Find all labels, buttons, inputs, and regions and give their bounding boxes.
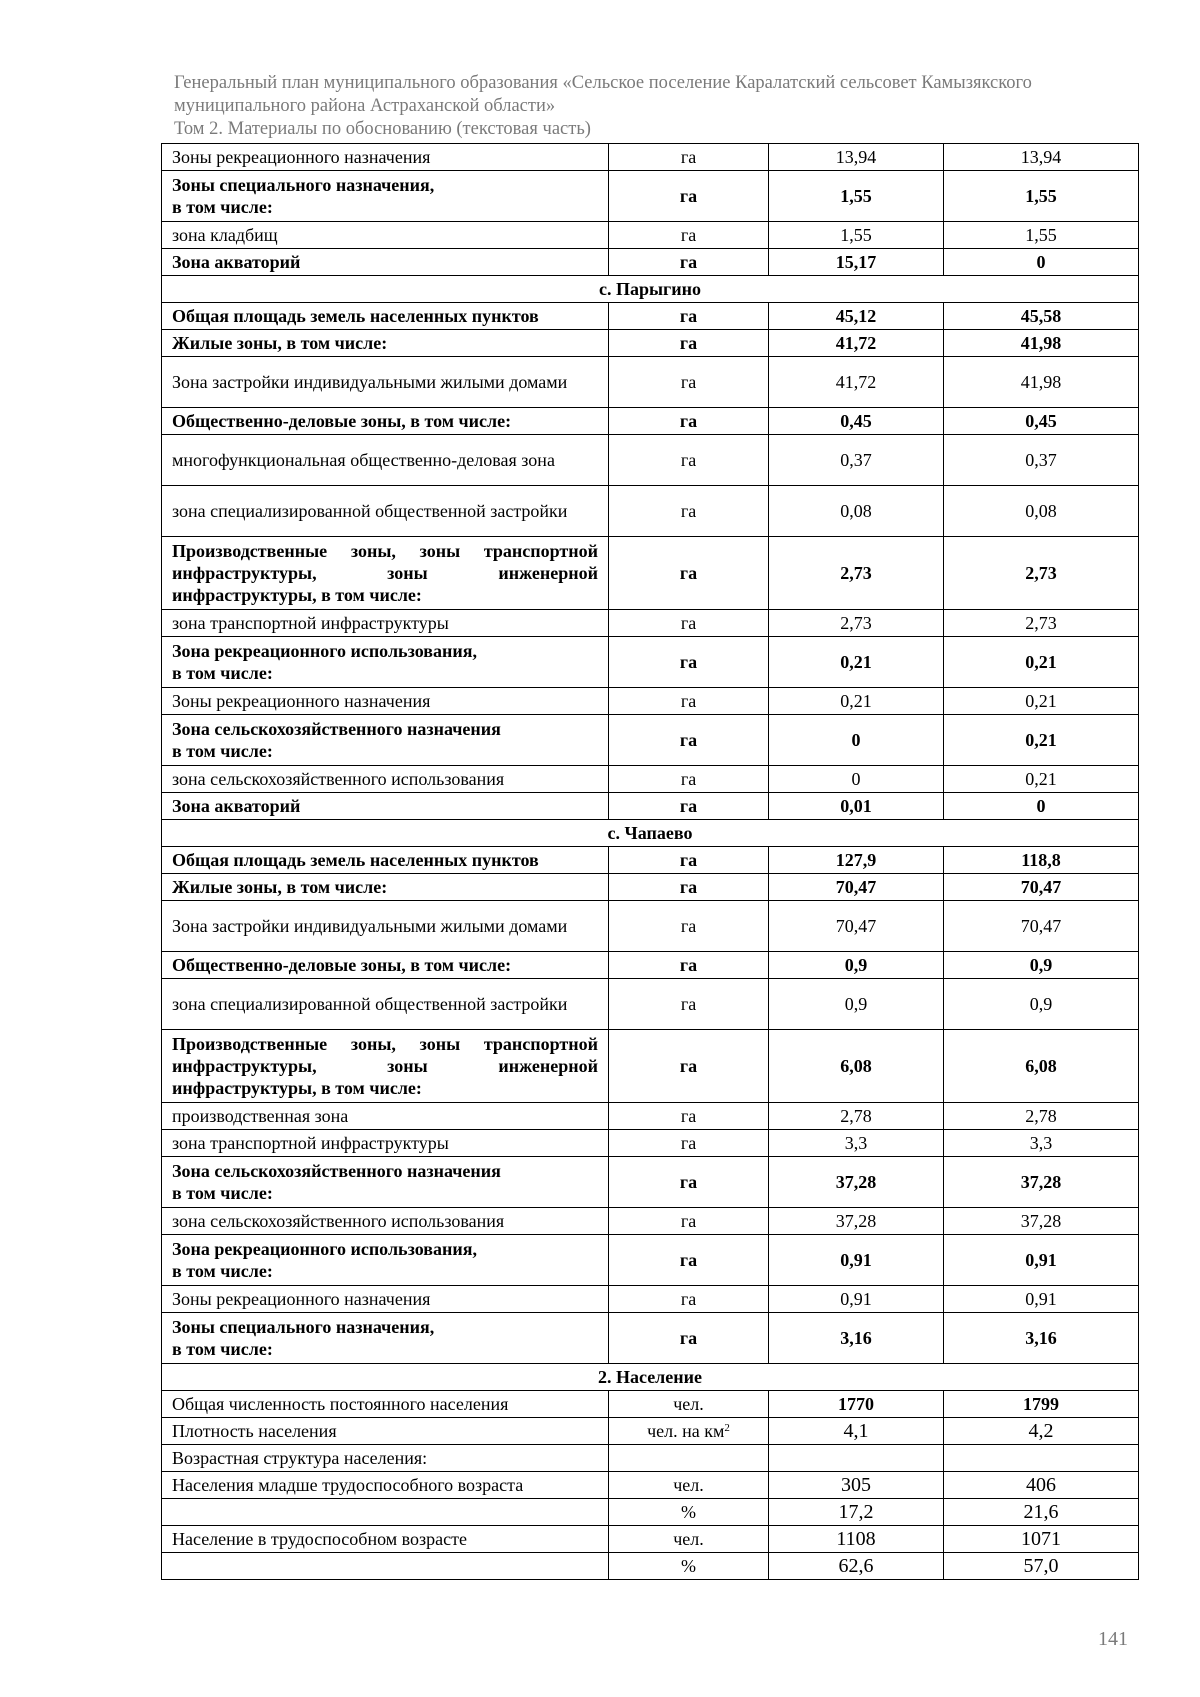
row-name: Зона застройки индивидуальными жилыми домами — [162, 901, 609, 952]
row-value-1: 1,55 — [769, 222, 944, 249]
row-value-1: 0,9 — [769, 979, 944, 1030]
row-value-1: 2,73 — [769, 610, 944, 637]
table-row — [162, 357, 1139, 408]
row-value-1: 41,72 — [769, 330, 944, 357]
row-name: зона сельскохозяйственного использования — [162, 1208, 609, 1235]
table-row — [162, 793, 1139, 820]
row-name-line: Зоны специального назначения, — [172, 1317, 435, 1337]
row-name: Жилые зоны, в том числе: — [162, 874, 609, 901]
row-name-line: Зона рекреационного использования, — [172, 1239, 477, 1259]
row-name-line: Зоны специального назначения, — [172, 175, 435, 195]
row-value-1: 3,16 — [769, 1313, 944, 1364]
row-value-2: 41,98 — [944, 330, 1139, 357]
row-value-1: 4,1 — [769, 1418, 944, 1445]
row-unit: % — [609, 1499, 769, 1526]
table-row — [162, 303, 1139, 330]
row-name-line: в том числе: — [172, 1339, 273, 1359]
row-value-1 — [769, 1445, 944, 1472]
table-row — [162, 688, 1139, 715]
row-value-1: 13,94 — [769, 144, 944, 171]
row-unit: га — [609, 1313, 769, 1364]
section-row — [162, 276, 1139, 303]
row-value-1: 0,37 — [769, 435, 944, 486]
row-value-2: 2,73 — [944, 537, 1139, 610]
table-row — [162, 1499, 1139, 1526]
row-name: Население в трудоспособном возрасте — [162, 1526, 609, 1553]
row-name: Зона акваторий — [162, 793, 609, 820]
row-name — [162, 171, 609, 222]
row-value-1: 1108 — [769, 1526, 944, 1553]
row-name-line: в том числе: — [172, 1261, 273, 1281]
row-value-1: 1770 — [769, 1391, 944, 1418]
row-unit: га — [609, 715, 769, 766]
table-row — [162, 1526, 1139, 1553]
row-name-line: Зона сельскохозяйственного назначения — [172, 1161, 501, 1181]
table-row — [162, 1472, 1139, 1499]
row-unit: га — [609, 408, 769, 435]
row-value-1: 0,91 — [769, 1286, 944, 1313]
header-line-2: муниципального района Астраханской области» — [174, 96, 556, 116]
row-unit: га — [609, 357, 769, 408]
row-value-2: 1,55 — [944, 222, 1139, 249]
table-row — [162, 222, 1139, 249]
row-value-1: 17,2 — [769, 1499, 944, 1526]
row-name: Плотность населения — [162, 1418, 609, 1445]
table-row — [162, 1030, 1139, 1103]
row-value-2 — [944, 1445, 1139, 1472]
row-value-2: 4,2 — [944, 1418, 1139, 1445]
running-header — [174, 72, 1134, 141]
row-value-2: 0,21 — [944, 715, 1139, 766]
row-unit: га — [609, 793, 769, 820]
row-name-line: в том числе: — [172, 663, 273, 683]
row-value-2: 1799 — [944, 1391, 1139, 1418]
row-value-2: 0 — [944, 249, 1139, 276]
row-name: Общая площадь земель населенных пунктов — [162, 847, 609, 874]
row-name: зона специализированной общественной застройки — [162, 979, 609, 1030]
header-line-3: Том 2. Материалы по обоснованию (текстовая часть) — [174, 119, 591, 139]
unit-superscript: 2 — [724, 1422, 730, 1434]
row-unit: га — [609, 1208, 769, 1235]
row-value-2: 0,45 — [944, 408, 1139, 435]
row-name: Зоны рекреационного назначения — [162, 1286, 609, 1313]
row-unit: га — [609, 1286, 769, 1313]
table-row — [162, 408, 1139, 435]
unit-text: чел. на км — [647, 1421, 725, 1441]
row-unit: га — [609, 952, 769, 979]
row-value-2: 118,8 — [944, 847, 1139, 874]
row-value-2: 37,28 — [944, 1208, 1139, 1235]
row-name — [162, 1235, 609, 1286]
row-unit: га — [609, 874, 769, 901]
row-name: Производственные зоны, зоны транспортной инфраструктуры, зоны инженерной инфраструктуры, в том числе: — [162, 537, 609, 610]
row-name: Общая численность постоянного населения — [162, 1391, 609, 1418]
table-row — [162, 1286, 1139, 1313]
row-name — [162, 1499, 609, 1526]
row-value-2: 0,08 — [944, 486, 1139, 537]
table-row — [162, 1130, 1139, 1157]
row-value-1: 3,3 — [769, 1130, 944, 1157]
section-title: с. Парыгино — [162, 276, 1139, 303]
row-value-2: 0,91 — [944, 1286, 1139, 1313]
section-title: с. Чапаево — [162, 820, 1139, 847]
row-unit: га — [609, 766, 769, 793]
row-name: многофункциональная общественно-деловая зона — [162, 435, 609, 486]
row-value-2: 406 — [944, 1472, 1139, 1499]
table-row — [162, 249, 1139, 276]
row-name — [162, 1313, 609, 1364]
row-value-1: 0 — [769, 766, 944, 793]
row-value-1: 70,47 — [769, 874, 944, 901]
row-value-1: 6,08 — [769, 1030, 944, 1103]
row-value-1: 0,08 — [769, 486, 944, 537]
row-unit: га — [609, 537, 769, 610]
row-unit: га — [609, 1130, 769, 1157]
row-unit: га — [609, 901, 769, 952]
row-name: зона транспортной инфраструктуры — [162, 1130, 609, 1157]
row-name-line: Зона рекреационного использования, — [172, 641, 477, 661]
row-name — [162, 1157, 609, 1208]
header-line-1: Генеральный план муниципального образования «Сельское поселение Каралатский сельсовет Камызякского — [174, 73, 1032, 93]
row-name: Зоны рекреационного назначения — [162, 144, 609, 171]
table-row — [162, 537, 1139, 610]
row-value-2: 6,08 — [944, 1030, 1139, 1103]
row-unit — [609, 1418, 769, 1445]
row-name: зона кладбищ — [162, 222, 609, 249]
row-value-1: 0,45 — [769, 408, 944, 435]
table-row — [162, 847, 1139, 874]
row-value-1: 0,21 — [769, 688, 944, 715]
table-row — [162, 1445, 1139, 1472]
table-row — [162, 610, 1139, 637]
row-value-2: 0,37 — [944, 435, 1139, 486]
table-row — [162, 1313, 1139, 1364]
row-name — [162, 637, 609, 688]
row-value-2: 3,3 — [944, 1130, 1139, 1157]
row-value-1: 127,9 — [769, 847, 944, 874]
row-name: Зоны рекреационного назначения — [162, 688, 609, 715]
row-value-1: 0 — [769, 715, 944, 766]
row-value-1: 1,55 — [769, 171, 944, 222]
row-value-2: 0,21 — [944, 637, 1139, 688]
row-value-1: 0,9 — [769, 952, 944, 979]
row-value-1: 15,17 — [769, 249, 944, 276]
row-unit: га — [609, 435, 769, 486]
row-value-2: 37,28 — [944, 1157, 1139, 1208]
row-value-1: 45,12 — [769, 303, 944, 330]
row-value-1: 0,21 — [769, 637, 944, 688]
row-name: Общественно-деловые зоны, в том числе: — [162, 952, 609, 979]
table-row — [162, 171, 1139, 222]
table-row — [162, 1553, 1139, 1580]
row-name: Зона акваторий — [162, 249, 609, 276]
row-value-2: 21,6 — [944, 1499, 1139, 1526]
row-name-line: в том числе: — [172, 1183, 273, 1203]
row-value-2: 13,94 — [944, 144, 1139, 171]
row-unit: га — [609, 303, 769, 330]
row-value-1: 41,72 — [769, 357, 944, 408]
row-value-2: 1,55 — [944, 171, 1139, 222]
table-row — [162, 1235, 1139, 1286]
row-name — [162, 715, 609, 766]
section-title: 2. Население — [162, 1364, 1139, 1391]
row-value-2: 70,47 — [944, 874, 1139, 901]
row-unit: га — [609, 171, 769, 222]
table-row — [162, 901, 1139, 952]
row-unit: га — [609, 637, 769, 688]
row-unit: га — [609, 688, 769, 715]
row-name: производственная зона — [162, 1103, 609, 1130]
section-row — [162, 820, 1139, 847]
table-row — [162, 979, 1139, 1030]
table-row — [162, 1418, 1139, 1445]
row-name: Возрастная структура населения: — [162, 1445, 609, 1472]
row-name: зона транспортной инфраструктуры — [162, 610, 609, 637]
row-unit: га — [609, 1030, 769, 1103]
row-value-1: 305 — [769, 1472, 944, 1499]
row-name — [162, 1553, 609, 1580]
row-name: Жилые зоны, в том числе: — [162, 330, 609, 357]
row-name: Общественно-деловые зоны, в том числе: — [162, 408, 609, 435]
table-row — [162, 874, 1139, 901]
row-value-2: 0,9 — [944, 952, 1139, 979]
zones-table — [161, 143, 1139, 1580]
row-value-2: 70,47 — [944, 901, 1139, 952]
row-value-2: 0,9 — [944, 979, 1139, 1030]
row-name-line: в том числе: — [172, 741, 273, 761]
row-value-2: 57,0 — [944, 1553, 1139, 1580]
row-value-1: 2,73 — [769, 537, 944, 610]
row-unit: га — [609, 1157, 769, 1208]
row-unit: га — [609, 330, 769, 357]
table-row — [162, 1208, 1139, 1235]
row-value-1: 70,47 — [769, 901, 944, 952]
row-unit: га — [609, 486, 769, 537]
row-unit: га — [609, 1235, 769, 1286]
row-name-line: Зона сельскохозяйственного назначения — [172, 719, 501, 739]
row-value-1: 37,28 — [769, 1208, 944, 1235]
row-unit: чел. — [609, 1472, 769, 1499]
row-unit: га — [609, 1103, 769, 1130]
row-unit: га — [609, 249, 769, 276]
table-row — [162, 1103, 1139, 1130]
table-row — [162, 1157, 1139, 1208]
row-value-2: 0,91 — [944, 1235, 1139, 1286]
row-value-1: 37,28 — [769, 1157, 944, 1208]
table-row — [162, 1391, 1139, 1418]
row-value-1: 0,91 — [769, 1235, 944, 1286]
row-name: зона специализированной общественной застройки — [162, 486, 609, 537]
row-value-2: 2,73 — [944, 610, 1139, 637]
row-unit: га — [609, 847, 769, 874]
page-number: 141 — [1098, 1628, 1128, 1650]
row-unit: чел. — [609, 1526, 769, 1553]
table-row — [162, 715, 1139, 766]
row-value-2: 45,58 — [944, 303, 1139, 330]
row-name: Общая площадь земель населенных пунктов — [162, 303, 609, 330]
row-unit — [609, 1445, 769, 1472]
table-row — [162, 435, 1139, 486]
row-unit: га — [609, 222, 769, 249]
row-value-2: 0,21 — [944, 688, 1139, 715]
table-row — [162, 766, 1139, 793]
section-row — [162, 1364, 1139, 1391]
row-unit: га — [609, 979, 769, 1030]
row-value-2: 41,98 — [944, 357, 1139, 408]
row-name-line: в том числе: — [172, 197, 273, 217]
row-value-2: 2,78 — [944, 1103, 1139, 1130]
row-value-1: 0,01 — [769, 793, 944, 820]
row-unit: га — [609, 144, 769, 171]
row-name: Населения младше трудоспособного возраста — [162, 1472, 609, 1499]
table-row — [162, 952, 1139, 979]
row-name: зона сельскохозяйственного использования — [162, 766, 609, 793]
row-unit: % — [609, 1553, 769, 1580]
table-row — [162, 330, 1139, 357]
row-value-2: 0 — [944, 793, 1139, 820]
table-row — [162, 144, 1139, 171]
row-unit: чел. — [609, 1391, 769, 1418]
row-value-1: 2,78 — [769, 1103, 944, 1130]
row-value-1: 62,6 — [769, 1553, 944, 1580]
row-name: Производственные зоны, зоны транспортной инфраструктуры, зоны инженерной инфраструктуры, в том числе: — [162, 1030, 609, 1103]
row-value-2: 3,16 — [944, 1313, 1139, 1364]
row-value-2: 0,21 — [944, 766, 1139, 793]
row-value-2: 1071 — [944, 1526, 1139, 1553]
row-name: Зона застройки индивидуальными жилыми домами — [162, 357, 609, 408]
table-row — [162, 637, 1139, 688]
row-unit: га — [609, 610, 769, 637]
table-row — [162, 486, 1139, 537]
